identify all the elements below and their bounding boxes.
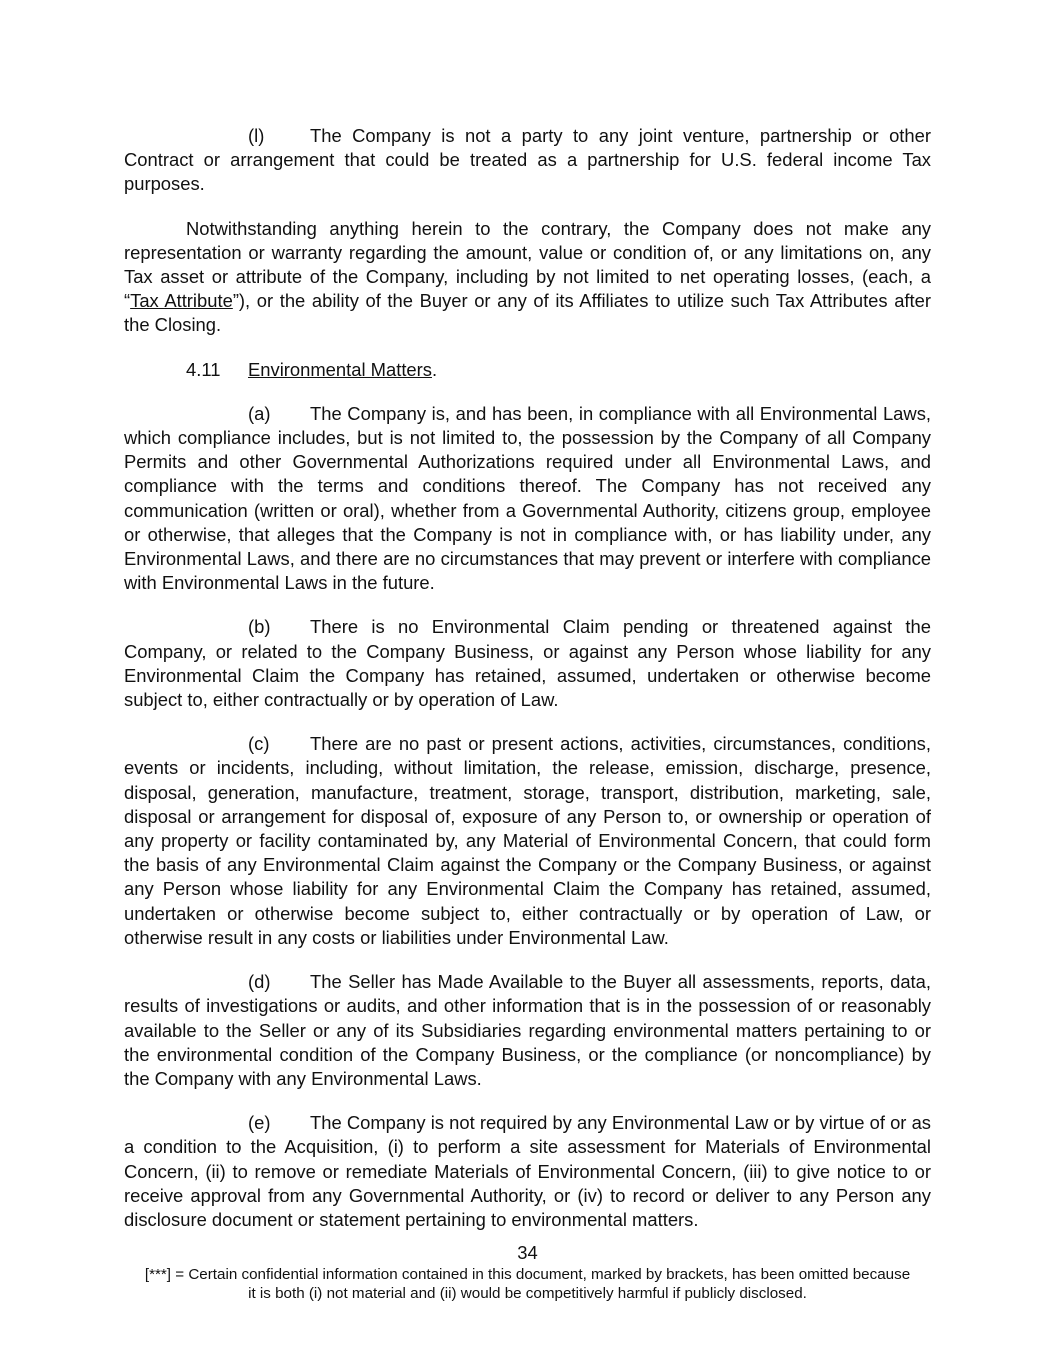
paragraph-marker: (e) bbox=[248, 1112, 271, 1134]
section-title-period: . bbox=[431, 358, 438, 380]
paragraph-d bbox=[124, 970, 931, 1091]
paragraph-e bbox=[124, 1111, 931, 1232]
confidentiality-notice bbox=[124, 1265, 931, 1303]
paragraph-text: ”), or the ability of the Buyer or any of its Affiliates to utilize such Tax Attributes after the Closing. bbox=[124, 290, 931, 336]
paragraph-c bbox=[124, 732, 931, 950]
paragraph-text: Notwithstanding anything herein to the contrary, the Company does not make any representation or warranty regarding the amount, value or condition of, or any limitations on, any Tax asset or attribute of the Company, including by not limited to net operating losses, (each, a “ bbox=[124, 217, 931, 312]
defined-term: Tax Attribute bbox=[130, 290, 233, 312]
confidentiality-notice-line: it is both (i) not material and (ii) would be competitively harmful if publicly disclosed. bbox=[248, 1285, 807, 1303]
paragraph-marker: (d) bbox=[248, 971, 271, 993]
section-title: Environmental Matters bbox=[248, 358, 432, 380]
document-body bbox=[124, 124, 931, 1252]
confidentiality-notice-line: [***] = Certain confidential information contained in this document, marked by brackets, has been omitted because bbox=[144, 1266, 911, 1283]
paragraph-marker: (c) bbox=[248, 733, 270, 755]
section-heading bbox=[124, 358, 931, 382]
paragraph-a bbox=[124, 402, 931, 596]
paragraph-text: The Company is, and has been, in compliance with all Environmental Laws, which compliance includes, but is not limited to, the possession by the Company of all Company Permits and other Governmental Authorizations required under all Environmental Laws, and compliance with the terms and conditions thereof. The Company has not received any communication (written or oral), whether from a Governmental Authority, citizens group, employee or otherwise, that alleges that the Company is not in compliance with, or has liability under, any Environmental Laws, and there are no circumstances that may prevent or interfere with compliance with Environmental Laws in the future. bbox=[124, 402, 931, 594]
paragraph-b bbox=[124, 615, 931, 712]
paragraph-text: The Company is not a party to any joint venture, partnership or other Contract or arrangement that could be treated as a partnership for U.S. federal income Tax purposes. bbox=[124, 125, 931, 195]
paragraph-marker: (l) bbox=[248, 125, 265, 146]
paragraph-text: There is no Environmental Claim pending or threatened against the Company, or related to the Company Business, or against any Person whose liability for any Environmental Claim the Company has retained, assumed, undertaken or otherwise become subject to, either contractually or by operation of Law. bbox=[124, 616, 931, 711]
page-number: 34 bbox=[517, 1242, 538, 1263]
section-number: 4.11 bbox=[186, 358, 221, 380]
paragraph-marker: (a) bbox=[248, 402, 271, 424]
paragraph-text: The Seller has Made Available to the Buyer all assessments, reports, data, results of investigations or audits, and other information that is in the possession of or reasonably available to the Seller or any of its Subsidiaries regarding environmental matters pertaining to or the environmental condition of the Company Business, or the compliance (or noncompliance) by the Company with any Environmental Laws. bbox=[124, 971, 931, 1089]
paragraph-marker: (b) bbox=[248, 616, 271, 638]
paragraph-notwithstanding bbox=[124, 217, 931, 338]
paragraph-l bbox=[124, 124, 931, 197]
paragraph-text: The Company is not required by any Environmental Law or by virtue of or as a condition to the Acquisition, (i) to perform a site assessment for Materials of Environmental Concern, (ii) to remove or remediate Materials of Environmental Concern, (iii) to give notice to or receive approval from any Governmental Authority, or (iv) to record or deliver to any Person any disclosure document or statement pertaining to environmental matters. bbox=[124, 1112, 931, 1230]
paragraph-text: There are no past or present actions, activities, circumstances, conditions, events or incidents, including, without limitation, the release, emission, discharge, presence, disposal, generation, manufacture, treatment, storage, transport, distribution, marketing, sale, disposal or arrangement for disposal of, exposure of any Person to, or ownership or operation of any property or facility contaminated by, any Material of Environmental Concern, that could form the basis of any Environmental Claim against the Company or the Company Business, or against any Person whose liability for any Environmental Claim the Company has retained, assumed, undertaken or otherwise become subject to, either contractually or by operation of Law, or otherwise result in any costs or liabilities under Environmental Law. bbox=[124, 733, 931, 948]
